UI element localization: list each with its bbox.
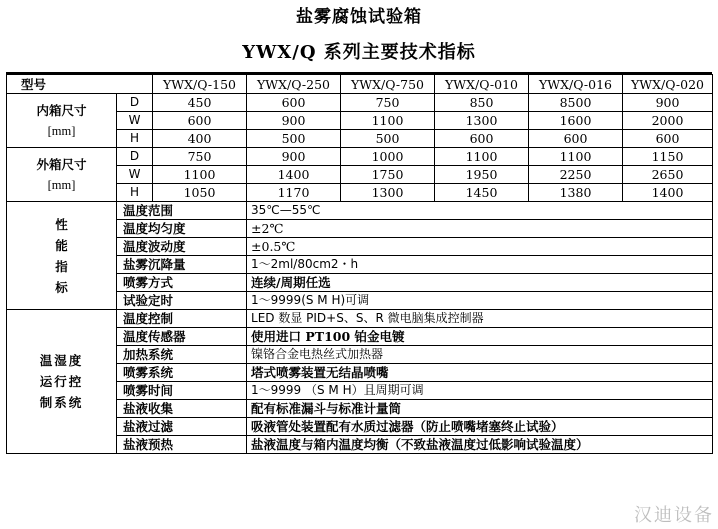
spec-value: 盐液温度与箱内温度均衡（不致盐液温度过低影响试验温度） <box>247 436 713 454</box>
value-cell: 900 <box>623 94 713 112</box>
value-cell: 1950 <box>435 166 529 184</box>
spec-label: 喷雾时间 <box>117 382 247 400</box>
spec-value: ±2℃ <box>247 220 713 238</box>
outer-size-unit: [mm] <box>47 177 76 192</box>
table-row <box>7 202 713 220</box>
performance-group <box>7 202 117 310</box>
spec-value: 1～9999 （S M H）且周期可调 <box>247 382 713 400</box>
value-cell: 1380 <box>529 184 623 202</box>
value-cell: 1100 <box>529 148 623 166</box>
value-cell: 600 <box>435 130 529 148</box>
spec-value: ±0.5℃ <box>247 238 713 256</box>
spec-label: 试验定时 <box>117 292 247 310</box>
value-cell: 1100 <box>341 112 435 130</box>
value-cell: 2250 <box>529 166 623 184</box>
table-row <box>7 148 713 166</box>
spec-value: 塔式喷雾装置无结晶喷嘴 <box>247 364 713 382</box>
model-cell: YWX/Q-020 <box>623 75 713 94</box>
spec-label: 盐液过滤 <box>117 418 247 436</box>
page-subtitle: YWX/Q 系列主要技术指标 <box>242 42 476 63</box>
page-title: 盐雾腐蚀试验箱 <box>296 7 422 27</box>
spec-value: 1～9999(S M H)可调 <box>247 292 713 310</box>
value-cell: 600 <box>247 94 341 112</box>
model-cell: YWX/Q-010 <box>435 75 529 94</box>
spec-label: 温度范围 <box>117 202 247 220</box>
outer-size-group <box>7 148 117 202</box>
dim-label: D <box>117 94 153 112</box>
dim-label: W <box>117 112 153 130</box>
dim-label: W <box>117 166 153 184</box>
table-row <box>7 94 713 112</box>
spec-label: 加热系统 <box>117 346 247 364</box>
value-cell: 900 <box>247 148 341 166</box>
watermark: 汉迪设备 <box>634 505 714 526</box>
header-row <box>7 75 713 94</box>
value-cell: 750 <box>341 94 435 112</box>
value-cell: 2650 <box>623 166 713 184</box>
spec-value: 吸液管处装置配有水质过滤器（防止喷嘴堵塞终止试验） <box>247 418 713 436</box>
value-cell: 1400 <box>623 184 713 202</box>
spec-label: 温度控制 <box>117 310 247 328</box>
spec-value: 连续/周期任选 <box>247 274 713 292</box>
inner-size-unit: [mm] <box>47 123 76 138</box>
value-cell: 1170 <box>247 184 341 202</box>
model-cell: YWX/Q-016 <box>529 75 623 94</box>
spec-label: 喷雾系统 <box>117 364 247 382</box>
spec-value: 35℃—55℃ <box>247 202 713 220</box>
value-cell: 1300 <box>341 184 435 202</box>
inner-size-group <box>7 94 117 148</box>
value-cell: 1400 <box>247 166 341 184</box>
value-cell: 1750 <box>341 166 435 184</box>
control-label: 温湿度运行控制系统 <box>39 353 84 410</box>
control-group <box>7 310 117 454</box>
spec-table <box>6 74 713 454</box>
value-cell: 850 <box>435 94 529 112</box>
spec-label: 温度波动度 <box>117 238 247 256</box>
value-cell: 400 <box>153 130 247 148</box>
table-row <box>7 310 713 328</box>
performance-label: 性能指标 <box>55 216 68 295</box>
value-cell: 1450 <box>435 184 529 202</box>
model-cell: YWX/Q-250 <box>247 75 341 94</box>
value-cell: 1150 <box>623 148 713 166</box>
value-cell: 1000 <box>341 148 435 166</box>
value-cell: 1100 <box>153 166 247 184</box>
spec-label: 盐液预热 <box>117 436 247 454</box>
value-cell: 1600 <box>529 112 623 130</box>
value-cell: 750 <box>153 148 247 166</box>
model-header-label: 型号 <box>7 75 153 94</box>
value-cell: 1050 <box>153 184 247 202</box>
value-cell: 900 <box>247 112 341 130</box>
model-cell: YWX/Q-150 <box>153 75 247 94</box>
value-cell: 1100 <box>435 148 529 166</box>
spec-value: 使用进口 PT100 铂金电镀 <box>247 328 713 346</box>
value-cell: 600 <box>529 130 623 148</box>
value-cell: 500 <box>247 130 341 148</box>
value-cell: 8500 <box>529 94 623 112</box>
dim-label: D <box>117 148 153 166</box>
value-cell: 600 <box>623 130 713 148</box>
spec-label: 盐液收集 <box>117 400 247 418</box>
inner-size-label: 内箱尺寸 <box>36 102 87 118</box>
model-cell: YWX/Q-750 <box>341 75 435 94</box>
spec-label: 喷雾方式 <box>117 274 247 292</box>
spec-label: 盐雾沉降量 <box>117 256 247 274</box>
spec-value: 镍铬合金电热丝式加热器 <box>247 346 713 364</box>
value-cell: 500 <box>341 130 435 148</box>
spec-value: LED 数显 PID+S、S、R 微电脑集成控制器 <box>247 310 713 328</box>
value-cell: 600 <box>153 112 247 130</box>
spec-value: 配有标准漏斗与标准计量筒 <box>247 400 713 418</box>
dim-label: H <box>117 130 153 148</box>
dim-label: H <box>117 184 153 202</box>
spec-value: 1～2ml/80cm2・h <box>247 256 713 274</box>
spec-label: 温度均匀度 <box>117 220 247 238</box>
outer-size-label: 外箱尺寸 <box>36 156 87 172</box>
value-cell: 450 <box>153 94 247 112</box>
value-cell: 1300 <box>435 112 529 130</box>
spec-label: 温度传感器 <box>117 328 247 346</box>
value-cell: 2000 <box>623 112 713 130</box>
